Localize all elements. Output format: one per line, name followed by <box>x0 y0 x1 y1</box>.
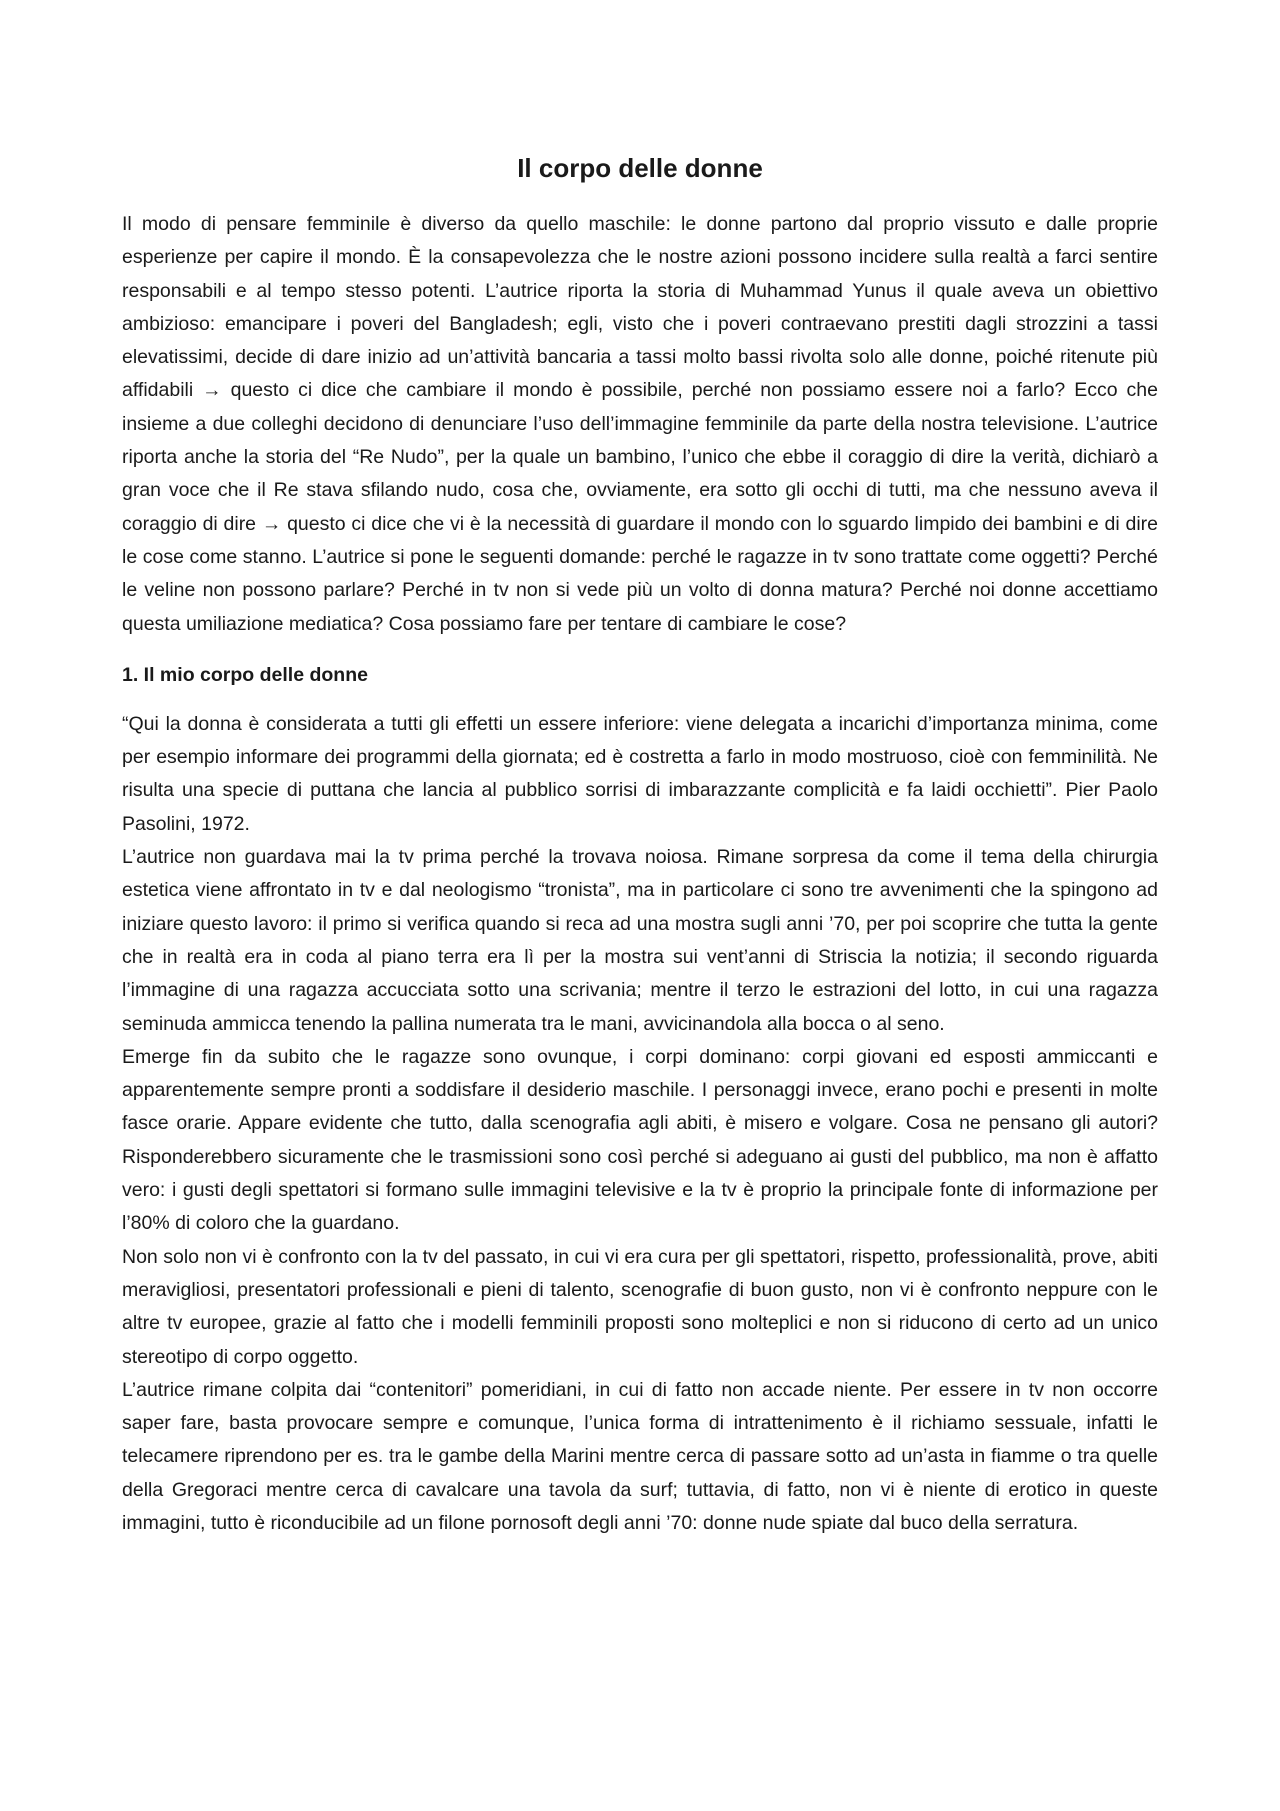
arrow-right-icon: → <box>202 379 222 402</box>
pasolini-quote: “Qui la donna è considerata a tutti gli effetti un essere inferiore: viene delegata a incarichi d’importanza minima, come per esempio informare dei programmi della giornata; ed è costretta a farlo in modo mostruoso, cioè con femminilità. Ne risulta una specie di puttana che lancia al pubblico sorrisi di imbarazzante complicità e fa laidi occhietti”. Pier Paolo Pasolini, 1972. <box>122 712 1158 835</box>
arrow-right-icon: → <box>261 512 282 535</box>
intro-paragraph <box>122 208 1158 641</box>
body-paragraph: L’autrice rimane colpita dai “contenitori” pomeridiani, in cui di fatto non accade niente. Per essere in tv non occorre saper fare, basta provocare sempre e comunque, l’unica forma di intrattenimento è il richiamo sessuale, infatti le telecamere riprendono per es. tra le gambe della Marini mentre cerca di passare sotto ad un’asta in fiamme o tra quelle della Gregoraci mentre cerca di cavalcare una tavola da surf; tuttavia, di fatto, non vi è niente di erotico in queste immagini, tutto è riconducibile ad un filone pornosoft degli anni ’70: donne nude spiate dal buco della serratura. <box>122 1378 1158 1534</box>
intro-text-2: questo ci dice che cambiare il mondo è possibile, perché non possiamo essere noi a farlo? Ecco che insieme a due colleghi decidono di denunciare l’uso dell’immagine femminile da parte della nostra televisione. L’autrice riporta anche la storia del “Re Nudo”, per la quale un bambino, l’unico che ebbe il coraggio di dire la verità, dichiarò a gran voce che il Re stava sfilando nudo, cosa che, ovviamente, era sotto gli occhi di tutti, ma che nessuno aveva il coraggio di dire <box>122 379 1158 535</box>
body-paragraph: L’autrice non guardava mai la tv prima perché la trovava noiosa. Rimane sorpresa da come il tema della chirurgia estetica viene affrontato in tv e dal neologismo “tronista”, ma in particolare ci sono tre avvenimenti che la spingono ad iniziare questo lavoro: il primo si verifica quando si reca ad una mostra sugli anni ’70, per poi scoprire che tutta la gente che in realtà era in coda al piano terra era lì per la mostra sui vent’anni di Striscia la notizia; il secondo riguarda l’immagine di una ragazza accucciata sotto una scrivania; mentre il terzo le estrazioni del lotto, in cui una ragazza seminuda ammicca tenendo la pallina numerata tra le mani, avvicinandola alla bocca o al seno. <box>122 846 1158 1035</box>
intro-text-1: Il modo di pensare femminile è diverso da quello maschile: le donne partono dal proprio vissuto e dalle proprie esperienze per capire il mondo. È la consapevolezza che le nostre azioni possono incidere sulla realtà a farci sentire responsabili e al tempo stesso potenti. L’autrice riporta la storia di Muhammad Yunus il quale aveva un obiettivo ambizioso: emancipare i poveri del Bangladesh; egli, visto che i poveri contraevano prestiti dagli strozzini a tassi elevatissimi, decide di dare inizio ad un’attività bancaria a tassi molto bassi rivolta solo alle donne, poiché ritenute più affidabili <box>122 213 1158 402</box>
body-paragraph: Emerge fin da subito che le ragazze sono ovunque, i corpi dominano: corpi giovani ed esposti ammiccanti e apparentemente sempre pronti a soddisfare il desiderio maschile. I personaggi invece, erano pochi e presenti in molte fasce orarie. Appare evidente che tutto, dalla scenografia agli abiti, è misero e volgare. Cosa ne pensano gli autori? Risponderebbero sicuramente che le trasmissioni sono così perché si adeguano ai gusti del pubblico, ma non è affatto vero: i gusti degli spettatori si formano sulle immagini televisive e la tv è proprio la principale fonte di informazione per l’80% di coloro che la guardano. <box>122 1045 1158 1235</box>
section-heading: 1. Il mio corpo delle donne <box>122 663 368 686</box>
body-paragraph: Non solo non vi è confronto con la tv del passato, in cui vi era cura per gli spettatori, rispetto, professionalità, prove, abiti meravigliosi, presentatori professionali e pieni di talento, scenografie di buon gusto, non vi è confronto neppure con le altre tv europee, grazie al fatto che i modelli femminili proposti sono molteplici e non si riducono di certo ad un unico stereotipo di corpo oggetto. <box>122 1245 1158 1368</box>
intro-text-3: questo ci dice che vi è la necessità di guardare il mondo con lo sguardo limpido dei bambini e di dire le cose come stanno. L’autrice si pone le seguenti domande: perché le ragazze in tv sono trattate come oggetti? Perché le veline non possono parlare? Perché in tv non si vede più un volto di donna matura? Perché noi donne accettiamo questa umiliazione mediatica? Cosa possiamo fare per tentare di cambiare le cose? <box>122 512 1158 635</box>
document-body <box>122 150 1158 1540</box>
document-title: Il corpo delle donne <box>517 153 763 183</box>
